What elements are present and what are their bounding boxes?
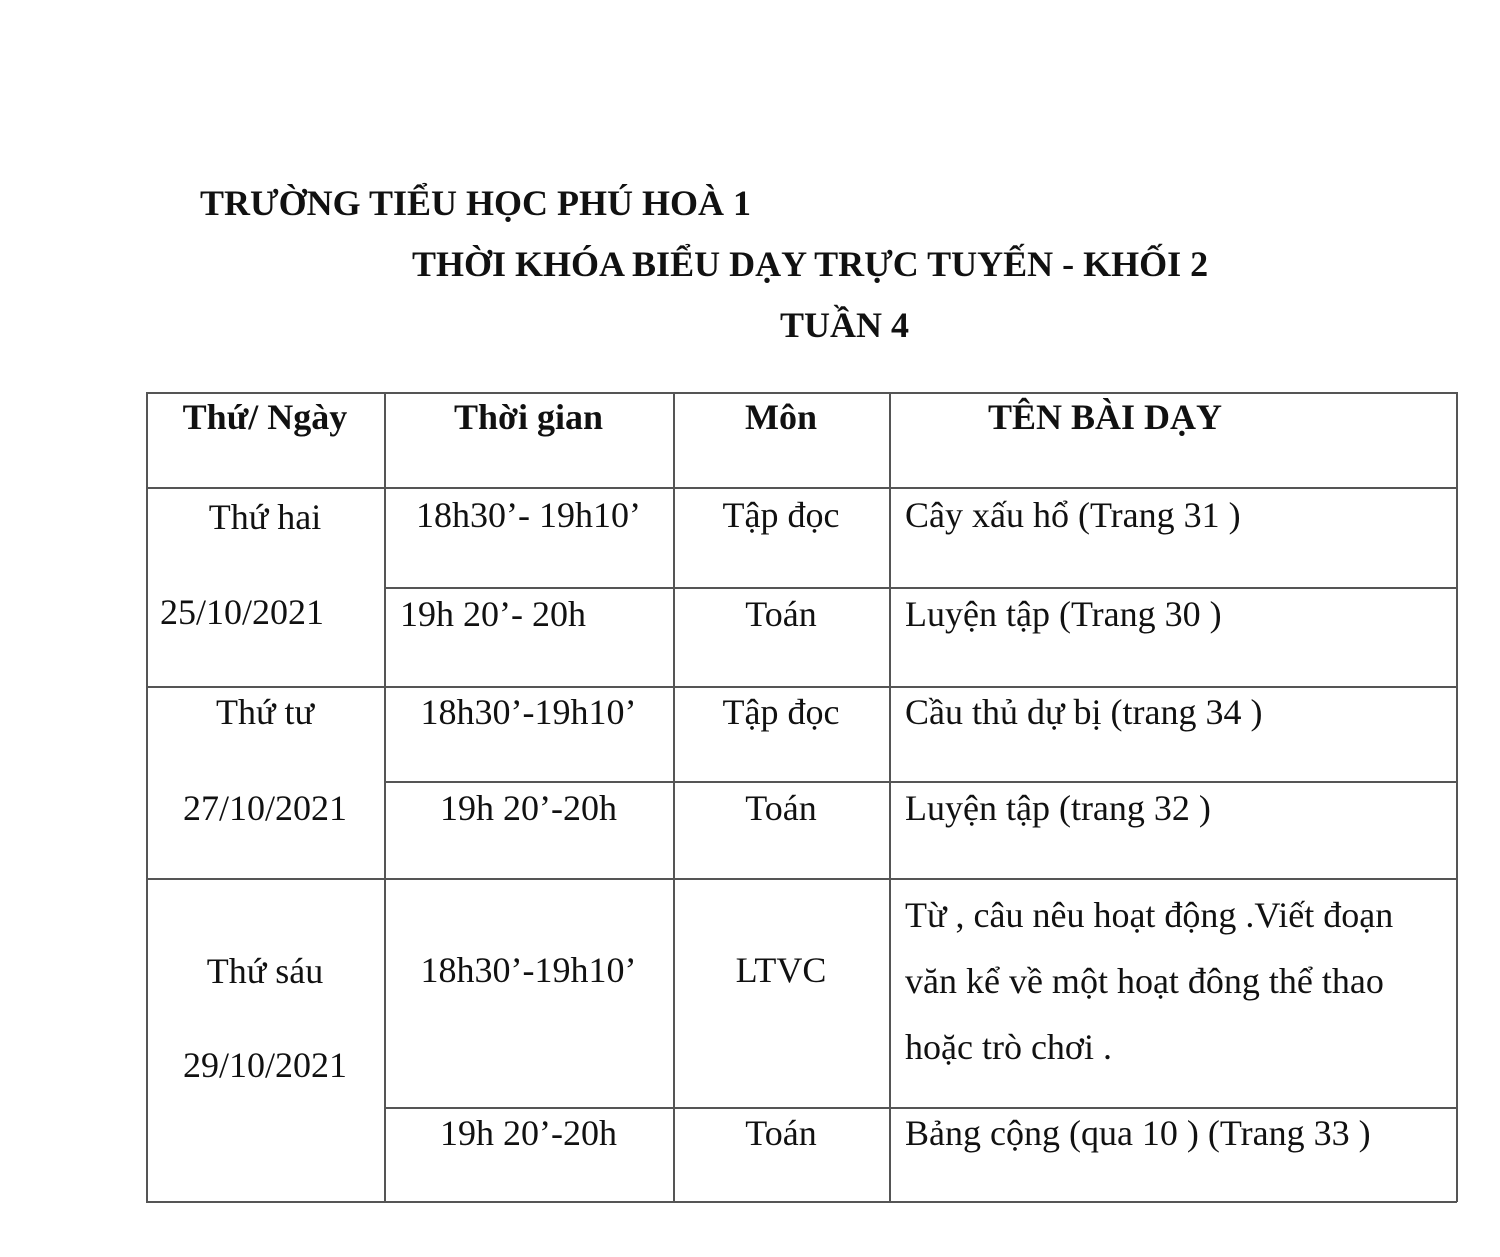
lesson-line: Từ , câu nêu hoạt động .Viết đoạn	[905, 895, 1394, 935]
lesson-cell: Cầu thủ dự bị (trang 34 )	[905, 692, 1263, 732]
row-divider	[146, 487, 1457, 489]
column-header-subject: Môn	[745, 397, 817, 437]
time-cell: 19h 20’-20h	[440, 788, 617, 828]
column-header-day: Thứ/ Ngày	[182, 397, 348, 437]
lesson-cell: Cây xấu hổ (Trang 31 )	[905, 495, 1241, 535]
lesson-cell-multiline	[905, 882, 1450, 1080]
lesson-cell: Luyện tập (Trang 30 )	[905, 594, 1222, 634]
date-label: 25/10/2021	[160, 592, 325, 632]
lesson-cell: Bảng cộng (qua 10 ) (Trang 33 )	[905, 1113, 1371, 1153]
document-title: THỜI KHÓA BIỂU DẠY TRỰC TUYẾN - KHỐI 2	[412, 244, 1209, 284]
row-divider	[384, 781, 1457, 783]
table-border-right	[1456, 392, 1458, 1202]
subject-cell: Toán	[745, 1113, 817, 1153]
row-divider	[146, 878, 1457, 880]
time-cell: 18h30’- 19h10’	[416, 495, 641, 535]
subject-cell: Tập đọc	[722, 495, 840, 535]
column-header-time: Thời gian	[454, 397, 603, 437]
subject-cell: Tập đọc	[722, 692, 840, 732]
column-header-lesson: TÊN BÀI DẠY	[988, 397, 1223, 437]
day-label: Thứ tư	[215, 692, 314, 732]
time-cell: 18h30’-19h10’	[420, 692, 637, 732]
school-name: TRƯỜNG TIỂU HỌC PHÚ HOÀ 1	[200, 183, 752, 223]
subject-cell: Toán	[745, 594, 817, 634]
time-cell: 18h30’-19h10’	[420, 950, 637, 990]
lesson-line: văn kể về một hoạt đông thể thao	[905, 961, 1384, 1001]
subject-cell: LTVC	[735, 950, 827, 990]
day-label: Thứ hai	[208, 497, 322, 537]
lesson-cell: Luyện tập (trang 32 )	[905, 788, 1211, 828]
row-divider	[384, 1107, 1457, 1109]
subject-cell: Toán	[745, 788, 817, 828]
time-cell: 19h 20’- 20h	[400, 594, 586, 634]
day-label: Thứ sáu	[206, 951, 324, 991]
date-label: 27/10/2021	[182, 788, 347, 828]
lesson-line: hoặc trò chơi .	[905, 1027, 1112, 1067]
row-divider	[146, 686, 1457, 688]
table-border-top	[146, 392, 1457, 394]
time-cell: 19h 20’-20h	[440, 1113, 617, 1153]
row-divider	[384, 587, 1457, 589]
week-label: TUẦN 4	[780, 305, 910, 345]
column-divider	[889, 392, 891, 1202]
date-label: 29/10/2021	[182, 1045, 347, 1085]
table-border-bottom	[146, 1201, 1457, 1203]
